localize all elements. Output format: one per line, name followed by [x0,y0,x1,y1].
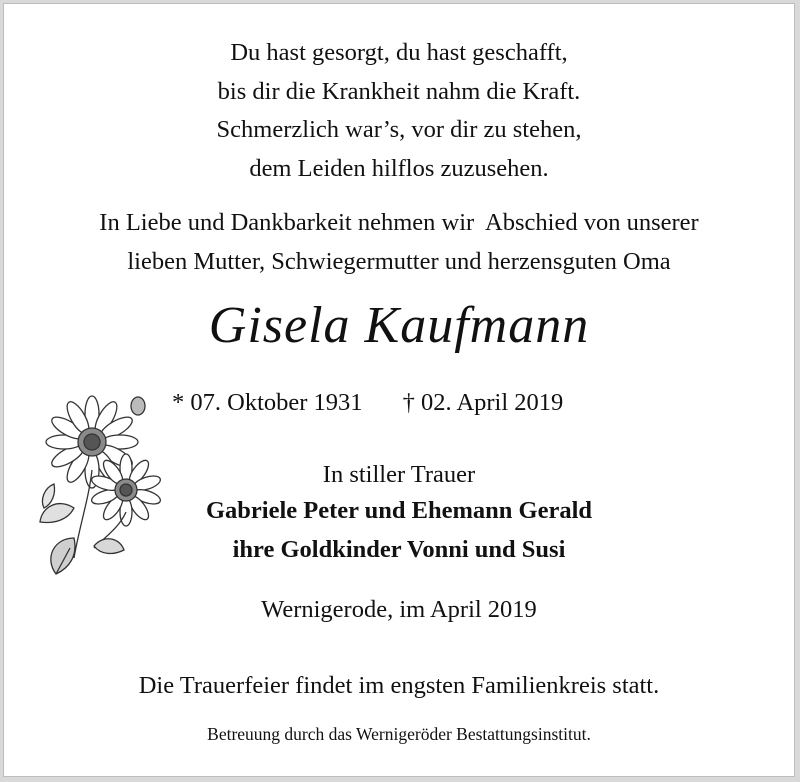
funeral-home-note: Betreuung durch das Wernigeröder Bestattungsinstitut. [207,724,591,744]
mourning-heading: In stiller Trauer [322,461,476,488]
deceased-name: Gisela Kaufmann [208,297,590,354]
mourner-line: ihre Goldkinder Vonni und Susi [232,535,566,563]
mourner-line: Gabriele Peter und Ehemann Gerald [205,497,593,524]
place-date: Wernigerode, im April 2019 [261,596,537,623]
intro-line: lieben Mutter, Schwiegermutter und herzensguten Oma [127,247,671,275]
poem-line: bis dir die Krankheit nahm die Kraft. [217,77,581,105]
poem-line: Du hast gesorgt, du hast geschafft, [230,39,568,66]
mourners-list [4,492,794,569]
life-dates [172,389,563,417]
intro-text [4,204,794,281]
intro-line: In Liebe und Dankbarkeit nehmen wir Abschied von unserer [99,209,699,236]
poem-line: dem Leiden hilflos zuzusehen. [249,154,549,182]
ceremony-note: Die Trauerfeier findet im engsten Familienkreis statt. [138,672,660,699]
death-date: † 02. April 2019 [402,389,564,416]
poem-line: Schmerzlich war’s, vor dir zu stehen, [216,116,582,143]
obituary-card [3,3,795,777]
poem [4,34,794,188]
birth-date: * 07. Oktober 1931 [172,389,363,416]
